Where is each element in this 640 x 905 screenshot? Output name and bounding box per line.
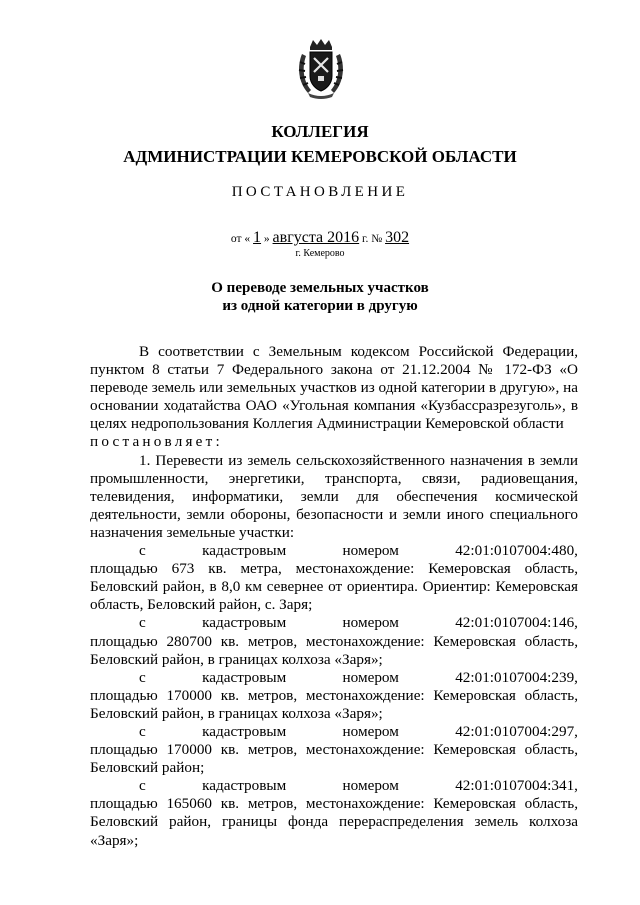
- cadastral-number: 42:01:0107004:239,: [455, 668, 578, 686]
- cadastral-number: 42:01:0107004:146,: [455, 614, 578, 632]
- cadastral-number: 42:01:0107004:297,: [455, 722, 578, 740]
- item-1-paragraph: 1. Перевести из земель сельскохозяйственного назначения в земли промышленности, энергетики, транспорта, связи, радиовещания, телевидения, информатики, земли для обеспечения космической деятельности, земли обороны, безопасности и земли иного специального назначения земельные участки:: [90, 451, 578, 541]
- document-type: ПОСТАНОВЛЕНИЕ: [231, 184, 409, 200]
- date-prefix: от «: [230, 233, 251, 245]
- coat-of-arms-emblem: [296, 38, 346, 100]
- parcel-item: [90, 542, 578, 614]
- parcel-item: [90, 614, 578, 668]
- parcel-description: площадью 280700 кв. метров, местонахождение: Кемеровская область, Беловский район, в границах колхоза «Заря»;: [90, 632, 578, 668]
- parcel-list: [90, 542, 578, 850]
- word-s: с: [139, 722, 146, 740]
- word-s: с: [139, 668, 146, 686]
- word-cadastral: кадастровым: [202, 722, 287, 740]
- word-number: номером: [342, 777, 399, 795]
- parcel-description: площадью 170000 кв. метров, местонахождение: Кемеровская область, Беловский район, в границах колхоза «Заря»;: [90, 686, 578, 722]
- word-s: с: [139, 777, 146, 795]
- word-cadastral: кадастровым: [202, 542, 287, 560]
- org-name-line-2: АДМИНИСТРАЦИИ КЕМЕРОВСКОЙ ОБЛАСТИ: [123, 147, 517, 166]
- parcel-heading: [90, 723, 578, 741]
- parcel-item: [90, 669, 578, 723]
- document-body: [90, 343, 578, 850]
- date-day: 1: [253, 229, 262, 246]
- parcel-heading: [90, 669, 578, 687]
- parcel-heading: [90, 614, 578, 632]
- cadastral-number: 42:01:0107004:341,: [455, 777, 578, 795]
- subject-line-1: О переводе земельных участков: [211, 280, 429, 296]
- parcel-description: площадью 673 кв. метра, местонахождение: Кемеровская область, Беловский район, в 8,0 км севернее от ориентира. Ориентир: Кемеровская область, Беловский район, с. Заря;: [90, 560, 578, 614]
- parcel-heading: [90, 777, 578, 795]
- date-month-year: августа 2016: [272, 229, 360, 246]
- word-number: номером: [342, 722, 399, 740]
- date-line: [0, 229, 640, 247]
- word-number: номером: [342, 668, 399, 686]
- word-cadastral: кадастровым: [202, 614, 287, 632]
- preamble-paragraph: В соответствии с Земельным кодексом Российской Федерации, пунктом 8 статьи 7 Федерального закона от 21.12.2004 № 172-ФЗ «О переводе земель или земельных участков из одной категории в другую», на основании ходатайства ОАО «Угольная компания «Кузбассразрезуголь», в целях недропользования Коллегия Администрации Кемеровской области: [90, 343, 578, 433]
- parcel-description: площадью 170000 кв. метров, местонахождение: Кемеровская область, Беловский район;: [90, 741, 578, 777]
- date-mid: »: [263, 233, 270, 245]
- parcel-item: [90, 777, 578, 849]
- word-number: номером: [342, 542, 399, 560]
- word-s: с: [139, 542, 146, 560]
- word-cadastral: кадастровым: [202, 668, 287, 686]
- word-number: номером: [342, 614, 399, 632]
- word-cadastral: кадастровым: [202, 777, 287, 795]
- resolves-line: постановляет:: [90, 433, 223, 451]
- date-suffix: г.: [362, 233, 369, 245]
- subject-line-2: из одной категории в другую: [222, 298, 418, 314]
- parcel-description: площадью 165060 кв. метров, местонахождение: Кемеровская область, Беловский район, границы фонда перераспределения земель колхоза «Заря»;: [90, 795, 578, 849]
- word-s: с: [139, 614, 146, 632]
- cadastral-number: 42:01:0107004:480,: [455, 542, 578, 560]
- city: г. Кемерово: [295, 248, 345, 259]
- number-label: №: [371, 233, 383, 245]
- org-name-line-1: КОЛЛЕГИЯ: [271, 122, 369, 141]
- parcel-item: [90, 723, 578, 777]
- parcel-heading: [90, 542, 578, 560]
- document-number: 302: [385, 229, 410, 246]
